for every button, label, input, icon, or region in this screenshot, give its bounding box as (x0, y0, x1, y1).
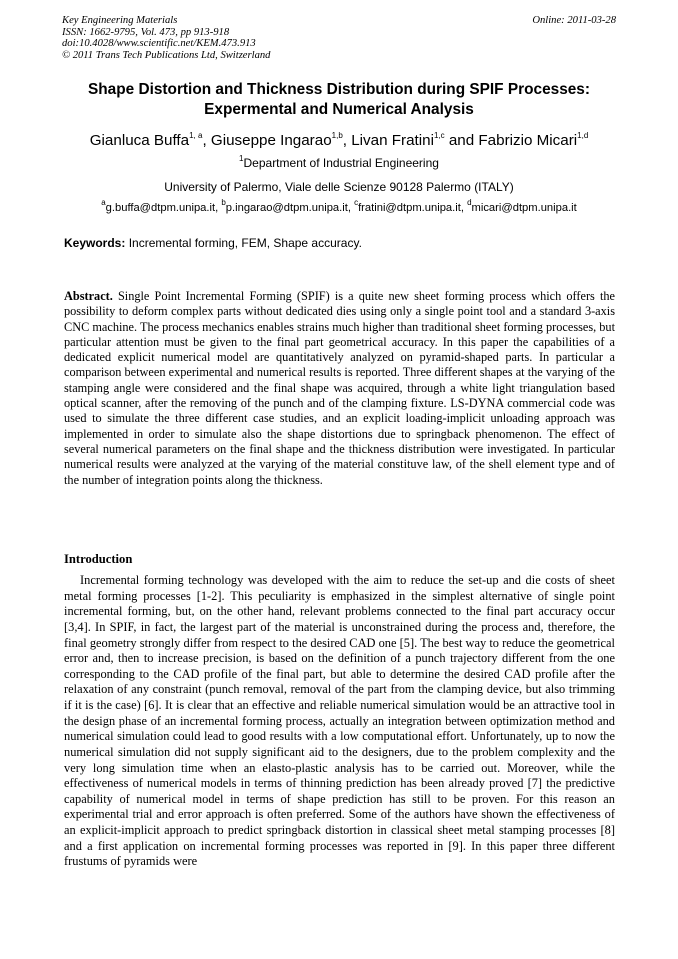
email-mark: d (467, 198, 472, 208)
affiliation-department (62, 156, 616, 170)
issn-line: ISSN: 1662-9795, Vol. 473, pp 913-918 (62, 26, 230, 38)
affiliation-mark: 1 (239, 154, 244, 163)
abstract-text: Single Point Incremental Forming (SPIF) is a quite new sheet forming process which offers the possibility to deform complex parts without dedicated dies using only a single point tool and a standard 3-axis CNC machine. The process mechanics enables strains much higher than traditional sheet forming processes, but particular attention must be given to the final part geometrical accuracy. In this paper the capabilities of a dedicated explicit numerical model are quantitatively analyzed on pyramid-shaped parts. In particular a comparison between experimental and numerical results is reported. Three different shapes at the varying of the stamping angle were considered and the final shape was acquired, through a white light triangulation based optical scanner, after the removing of the punch and of the clamping fixture. LS-DYNA commercial code was used to simulate the three different case studies, and an explicit loading-implicit unloading approach was implemented in order to simulate also the shape distortions due to springback phenomenon. The effect of several numerical parameters on the final shape and the thickness distribution were investigated. In particular numerical results were analyzed at the varying of the material constituve law, of the shell element type and of the number of integration points along the thickness. (64, 289, 615, 487)
author-list (40, 131, 638, 151)
author-emails (40, 198, 638, 215)
author-separator: , (342, 132, 352, 149)
introduction-heading: Introduction (64, 552, 133, 566)
author-separator: and (444, 132, 479, 149)
department-name: Department of Industrial Engineering (243, 156, 439, 170)
publication-header (62, 15, 616, 61)
author-name: Fabrizio Micari (478, 132, 578, 149)
author-name: Giuseppe Ingarao (210, 132, 332, 149)
title-line-1: Shape Distortion and Thickness Distribution during SPIF Processes: (88, 81, 590, 98)
email-mark: b (221, 198, 226, 208)
keywords-section (64, 236, 616, 250)
doi-line: doi:10.4028/www.scientific.net/KEM.473.913 (62, 38, 256, 50)
online-date: Online: 2011-03-28 (532, 15, 616, 26)
email-mark: c (354, 198, 359, 208)
author-affil-mark: 1,d (577, 130, 589, 140)
email-address[interactable]: micari@dtpm.unipa.it (471, 202, 577, 214)
email-mark: a (101, 198, 106, 208)
keywords-label: Keywords: (64, 236, 126, 250)
author-name: Livan Fratini (351, 132, 434, 149)
author-affil-mark: 1,b (331, 130, 343, 140)
title-line-2: Expermental and Numerical Analysis (204, 101, 474, 118)
abstract-section (64, 289, 615, 488)
email-separator: , (215, 202, 222, 214)
email-address[interactable]: p.ingarao@dtpm.unipa.it (225, 202, 348, 214)
abstract-label: Abstract. (64, 289, 113, 303)
author-affil-mark: 1,c (433, 130, 445, 140)
paper-title (62, 80, 616, 120)
affiliation-university: University of Palermo, Viale delle Scienze 90128 Palermo (ITALY) (164, 180, 514, 194)
email-separator: , (347, 202, 355, 214)
author-name: Gianluca Buffa (89, 132, 190, 149)
email-address[interactable]: fratini@dtpm.unipa.it (358, 202, 461, 214)
author-separator: , (202, 132, 211, 149)
introduction-paragraph: Incremental forming technology was developed with the aim to reduce the set-up and die costs of sheet metal forming processes [1-2]. This peculiarity is emphasized in the simplest alternative of single point incremental forming, but, on the other hand, relevant problems connected to the final part accuracy occur [3,4]. In SPIF, in fact, the largest part of the material is unconstrained during the process and, therefore, the final geometry strongly differ from respect to the desired CAD one [5]. The best way to reduce the geometrical error and, then to increase precision, is based on the definition of a punch trajectory different from the one corresponding to the CAD profile of the final part, but able to determine the desired CAD profile after the relaxation of any constraint (punch removal, removal of the part from the clamping device, but also trimming if it is the case) [6]. It is clear that an effective and reliable numerical simulation would be an attractive tool in the design phase of an incremental forming process, actually an integration between optimization method and numerical simulation could lead to good results with a low computational effort. Unfortunately, up to now the numerical simulation did not supply significant aid to the designers, due to the problem complexity and the very long simulation time when an elasto-plastic analysis has to be carried out. Moreover, while the effectiveness of numerical models in terms of thinning prediction has been already proved [7] the predictive capability of numerical model in terms of shape prediction has still to be proven. For this reason an experimental trial and error approach is often preferred. Some of the authors have shown the effectiveness of an explicit-implicit approach to predict springback distortion in classical sheet metal stamping processes [8] and a first application on incremental forming processes was reported in [9]. In this paper three different frustums of pyramids were (64, 573, 615, 869)
author-affil-mark: 1, a (189, 130, 203, 140)
keywords-text: Incremental forming, FEM, Shape accuracy. (125, 236, 362, 250)
email-separator: , (460, 202, 468, 214)
copyright-line: © 2011 Trans Tech Publications Ltd, Switzerland (62, 49, 271, 61)
email-address[interactable]: g.buffa@dtpm.unipa.it (105, 202, 216, 214)
journal-name: Key Engineering Materials (62, 15, 178, 26)
